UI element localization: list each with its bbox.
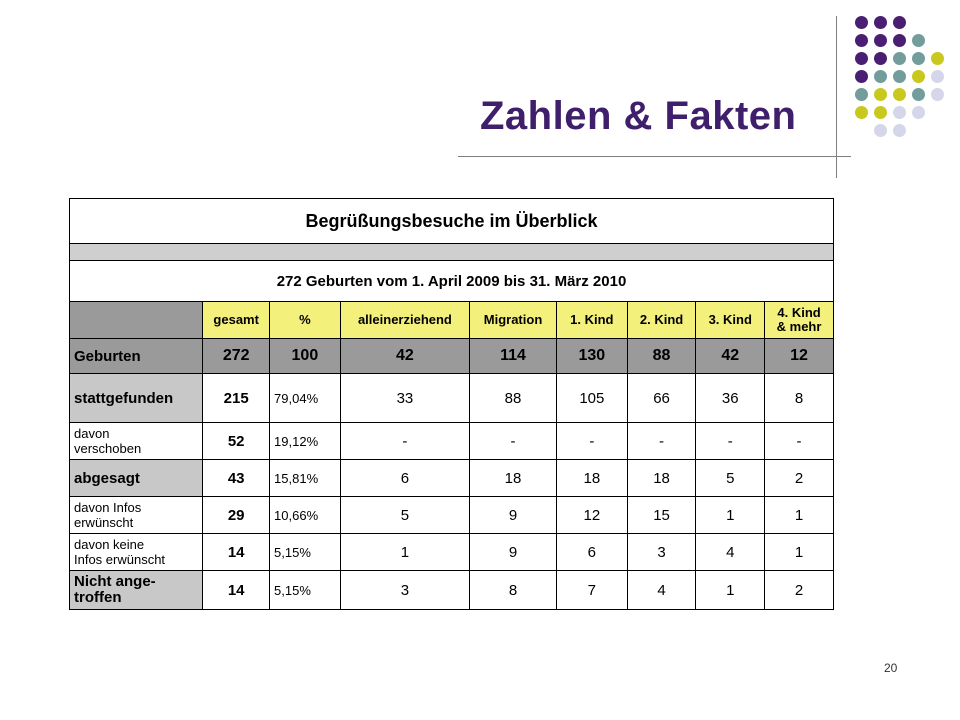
decorative-dot [874,52,887,65]
decorative-dot [874,16,887,29]
slide-title: Zahlen & Fakten [480,94,797,138]
table-title: Begrüßungsbesuche im Überblick [70,199,834,244]
table-cell: 5,15% [270,534,341,571]
table-subtitle: 272 Geburten vom 1. April 2009 bis 31. März 2010 [70,261,834,302]
table-cell: 29 [203,497,270,534]
vertical-rule [836,16,837,178]
decorative-dot [893,16,906,29]
table-cell: 14 [203,534,270,571]
table-cell: 5,15% [270,571,341,610]
table-row [70,339,834,374]
header-cell: 2. Kind [627,302,696,339]
table-cell: 105 [556,374,627,423]
page-number: 20 [884,661,898,675]
decorative-dot [912,34,925,47]
decorative-dot [931,70,944,83]
table-cell: 215 [203,374,270,423]
row-label: Nicht ange- troffen [70,571,203,610]
row-label: davon keine Infos erwünscht [70,534,203,571]
table-cell: 66 [627,374,696,423]
table-cell: 8 [765,374,834,423]
header-cell: 1. Kind [556,302,627,339]
table-cell: 7 [556,571,627,610]
table-cell: 14 [203,571,270,610]
decorative-dot [874,88,887,101]
header-row [70,302,834,339]
row-label: davon verschoben [70,423,203,460]
table-cell: 18 [556,460,627,497]
table-row [70,571,834,610]
table-cell: 5 [696,460,765,497]
decorative-dot [874,124,887,137]
decorative-dot [893,70,906,83]
decorative-dot [893,88,906,101]
table-cell: 52 [203,423,270,460]
decorative-dot [893,106,906,119]
table-cell: 114 [470,339,557,374]
row-label: abgesagt [70,460,203,497]
decorative-dot [855,70,868,83]
decorative-dot [855,16,868,29]
table-cell: 43 [203,460,270,497]
decorative-dot [874,34,887,47]
decorative-dot [893,124,906,137]
row-label: davon Infos erwünscht [70,497,203,534]
table-cell: 6 [556,534,627,571]
header-cell: gesamt [203,302,270,339]
table-cell: 88 [627,339,696,374]
table-cell: 79,04% [270,374,341,423]
table-cell: 33 [340,374,469,423]
table-cell: 36 [696,374,765,423]
decorative-dot [912,88,925,101]
table-row [70,423,834,460]
decorative-dot [874,70,887,83]
decorative-dot [893,34,906,47]
decorative-dot [931,52,944,65]
table-cell: 1 [765,534,834,571]
table-cell: 9 [470,497,557,534]
header-corner [70,302,203,339]
table-cell: 15,81% [270,460,341,497]
table-cell: 1 [696,497,765,534]
gap-row [70,244,834,261]
table-cell: 2 [765,460,834,497]
table-cell: 4 [696,534,765,571]
table-cell: 15 [627,497,696,534]
table-cell: 272 [203,339,270,374]
table-cell: 42 [340,339,469,374]
header-cell: Migration [470,302,557,339]
table-cell: 12 [556,497,627,534]
table-cell: 12 [765,339,834,374]
decorative-dot [912,52,925,65]
table-cell: 3 [627,534,696,571]
table-cell: 5 [340,497,469,534]
horizontal-rule [458,156,851,157]
header-cell: alleinerziehend [340,302,469,339]
table-cell: 10,66% [270,497,341,534]
table-cell: 42 [696,339,765,374]
table-cell: 88 [470,374,557,423]
table-cell: - [340,423,469,460]
table-cell: 1 [765,497,834,534]
table-row [70,534,834,571]
table-cell: 8 [470,571,557,610]
table-row [70,374,834,423]
decorative-dot [855,88,868,101]
table-row [70,497,834,534]
row-label: stattgefunden [70,374,203,423]
decorative-dot [855,106,868,119]
table-cell: 6 [340,460,469,497]
row-label: Geburten [70,339,203,374]
table-cell: - [765,423,834,460]
table-cell: 2 [765,571,834,610]
table-cell: 1 [340,534,469,571]
table-cell: - [470,423,557,460]
decorative-dot-grid [0,0,960,180]
table-cell: 1 [696,571,765,610]
table-cell: 4 [627,571,696,610]
table-cell: 130 [556,339,627,374]
table-cell: - [696,423,765,460]
decorative-dot [912,70,925,83]
decorative-dot [912,106,925,119]
table-cell: 19,12% [270,423,341,460]
overview-table [69,198,834,610]
decorative-dot [874,106,887,119]
table-cell: 18 [470,460,557,497]
decorative-dot [855,52,868,65]
table-cell: - [556,423,627,460]
decorative-dot [893,52,906,65]
table-row [70,460,834,497]
table-cell: 9 [470,534,557,571]
header-cell: 3. Kind [696,302,765,339]
table-cell: 18 [627,460,696,497]
decorative-dot [931,88,944,101]
header-cell: 4. Kind & mehr [765,302,834,339]
table-cell: 3 [340,571,469,610]
table-cell: 100 [270,339,341,374]
table-cell: - [627,423,696,460]
header-cell: % [270,302,341,339]
decorative-dot [855,34,868,47]
